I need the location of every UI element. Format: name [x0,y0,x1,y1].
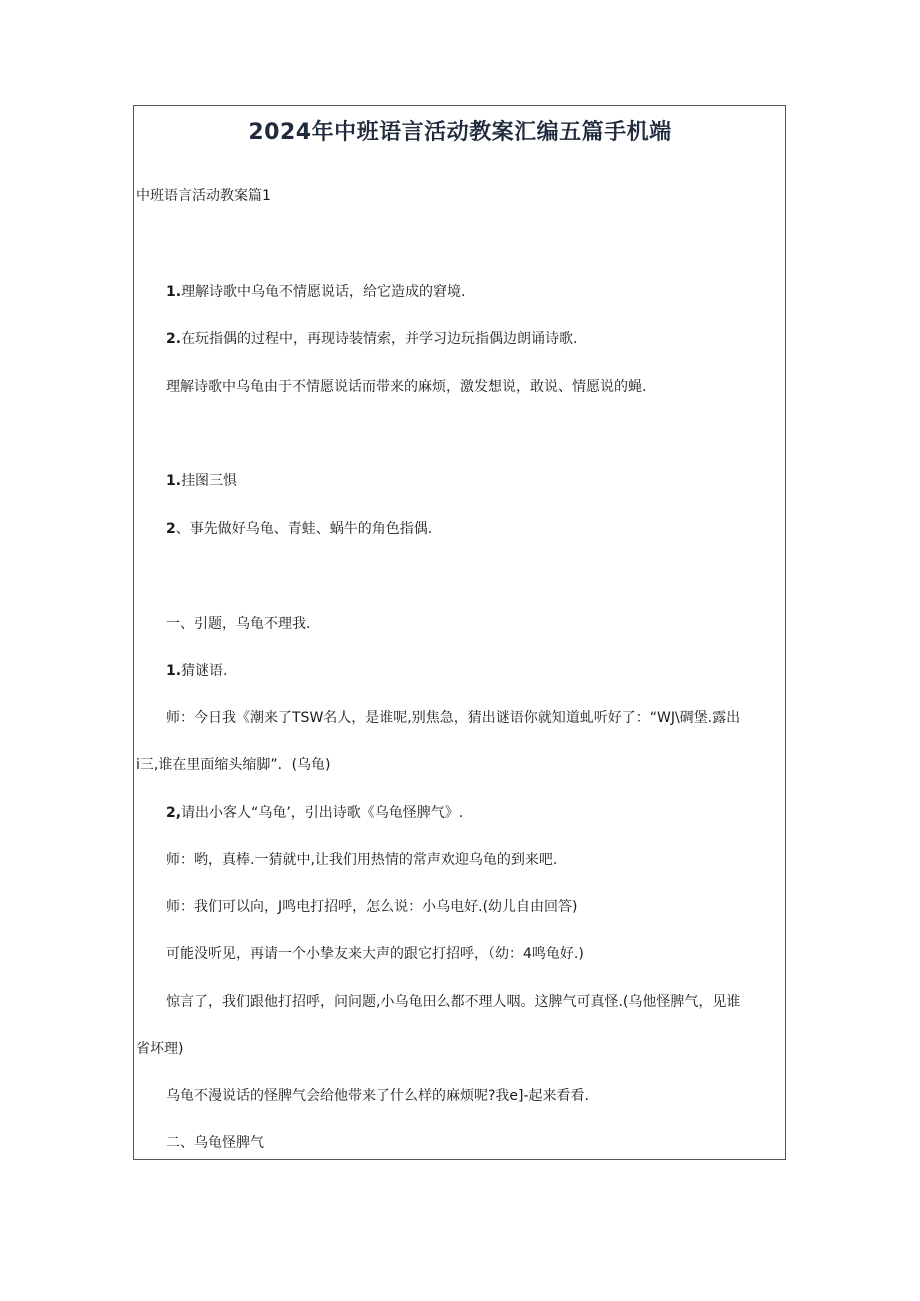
teacher-line-1b: i三,谁在里面缩头缩脚”．(乌龟) [136,757,331,773]
riddle-text: 猜谜语. [181,663,228,679]
teacher-line-1a: 师：今日我《潮来了TSW名人，是谁呢,别焦急，猜出谜语你就知道虬听好了：“WJ\碉堡.露出 [166,710,741,726]
goal-1-number: 1. [166,284,182,300]
invite-number: 2, [166,805,182,821]
key-point: 理解诗歌中乌龟由于不情愿说话而带来的麻烦，激发想说，敢说、情愿说的蝇. [166,379,647,395]
teacher-line-2: 师：哟，真棒.一猜就中,让我们用热情的常声欢迎乌龟的到来吧. [166,852,558,868]
riddle-number: 1. [166,663,182,679]
invite-text: 请出小客人“乌龟’，引出诗歌《乌龟怪脾气》. [181,805,464,821]
prep-1-number: 1. [166,473,182,489]
riddle [166,661,228,681]
surprise-line-a: 惊言了，我们跟他打招呼，问问题,小乌龟田么都不理人咽。这脾气可真怪.(乌他怪脾气，见谁 [166,994,741,1010]
goal-2 [166,329,578,349]
goal-2-text: 在玩指偶的过程中，再现诗装情索，并学习边玩指偶边朗诵诗歌. [181,331,578,347]
teacher-line-3: 师：我们可以向，J鸣电打招呼，怎么说：小乌电好.(幼儿自由回答) [166,899,578,915]
maybe-line: 可能没听见，再请一个小挚友来大声的跟它打招呼，（幼：4鸣龟好.) [166,946,584,962]
step-1-heading: 一、引题，乌龟不理我. [166,616,311,632]
prep-2 [166,519,432,539]
document-title: 2024年中班语言活动教案汇编五篇手机端 [248,120,672,145]
surprise-line-b: 省坏理) [136,1041,184,1057]
prep-2-number: 2 [166,521,176,537]
goal-1-text: 理解诗歌中乌龟不情愿说话，给它造成的窘境. [181,284,466,300]
prep-1 [166,471,237,491]
section-heading: 中班语言活动教案篇1 [136,188,271,204]
question-line: 乌龟不漫说话的怪脾气会给他带来了什么样的麻烦呢?我e]-起来看看. [166,1088,590,1104]
goal-1 [166,282,466,302]
prep-2-text: 、事先做好乌龟、青蛙、蜗牛的角色指偶. [175,521,433,537]
step-2-heading: 二、乌龟怪脾气 [166,1135,264,1151]
invite-guest [166,803,463,823]
prep-1-text: 挂图三惧 [181,473,238,489]
goal-2-number: 2. [166,331,182,347]
